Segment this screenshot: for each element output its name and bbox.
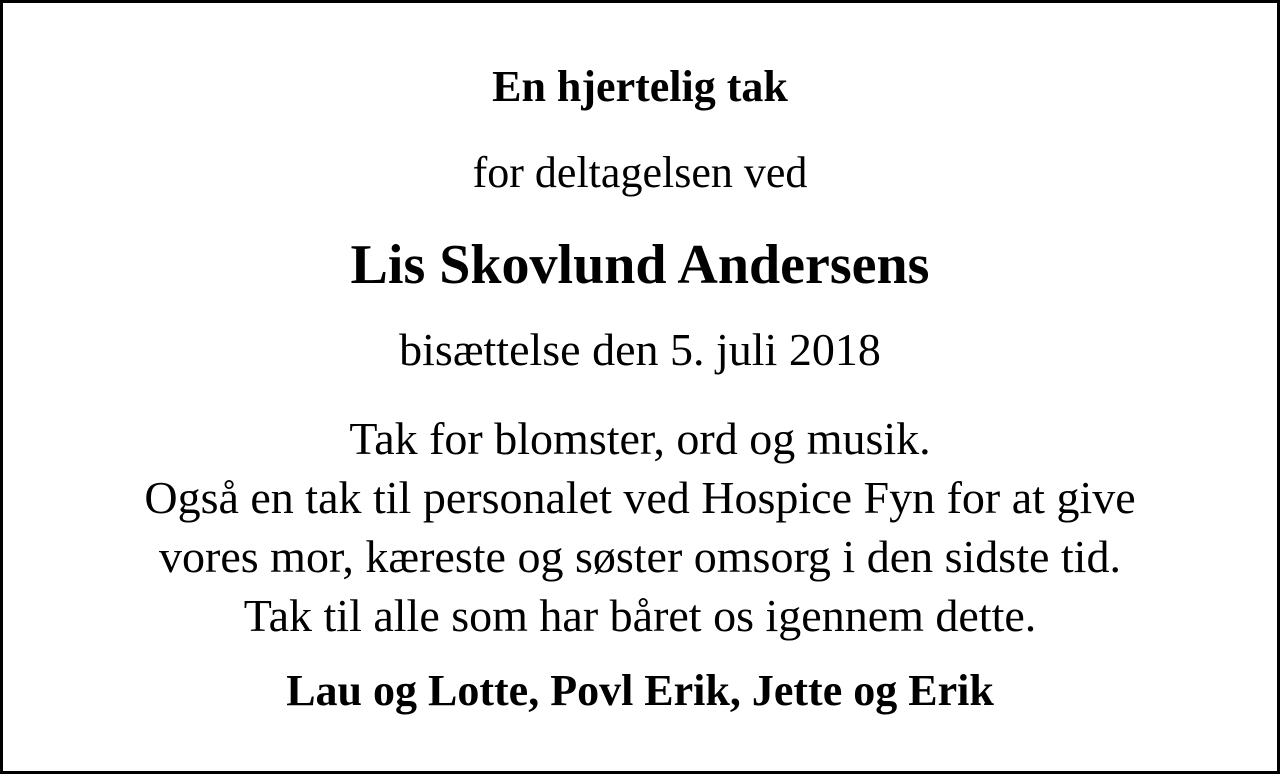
- ceremony-date: bisættelse den 5. juli 2018: [399, 324, 881, 375]
- deceased-name: Lis Skovlund Andersens: [350, 234, 930, 296]
- message-line: Tak for blomster, ord og musik.: [349, 413, 931, 464]
- thank-you-message: [3, 409, 1277, 645]
- message-line: Tak til alle som har båret os igennem dette.: [243, 590, 1037, 641]
- notice-subheading: for deltagelsen ved: [472, 148, 808, 197]
- message-line: vores mor, kæreste og søster omsorg i den sidste tid.: [159, 531, 1121, 582]
- notice-heading: En hjertelig tak: [492, 62, 788, 111]
- message-line: Også en tak til personalet ved Hospice Fyn for at give: [144, 472, 1136, 523]
- signature: Lau og Lotte, Povl Erik, Jette og Erik: [286, 666, 994, 715]
